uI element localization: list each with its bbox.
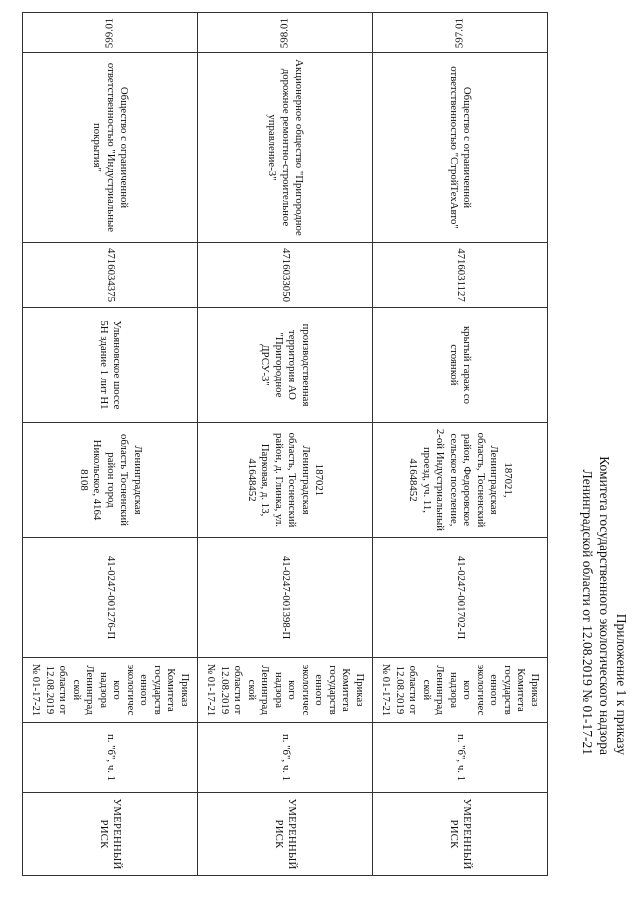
row-number-cell (198, 13, 373, 53)
object-code-cell: 41-0247-001702-П (373, 538, 548, 658)
clause-cell: п. "б", ч. 1 (373, 723, 548, 793)
object-cell: производственная территория АО "Пригородное ДРСУ-3" (198, 308, 373, 423)
address-cell: 187021 Ленинградская область, Тосненский район, д. Глинка, ул. Парковая, д. 13, 41648452 (198, 423, 373, 538)
risk-cell: УМЕРЕННЫЙ РИСК (373, 793, 548, 876)
object-cell: крытый гараж со стоянкой (373, 308, 548, 423)
risk-cell: УМЕРЕННЫЙ РИСК (23, 793, 198, 876)
inn-cell: 4716034375 (23, 243, 198, 308)
clause-cell: п. "б", ч. 1 (23, 723, 198, 793)
table-row (373, 13, 548, 876)
object-cell: Ульяновское шоссе 5Н здание 1 лит Н1 (23, 308, 198, 423)
clause-cell: п. "б", ч. 1 (198, 723, 373, 793)
order-cell: Приказ Комитета государств енного экологичес кого надзора Ленинград ской области от 12.08.2019 № 01-17-21 (23, 658, 198, 723)
order-cell: Приказ Комитета государств енного экологичес кого надзора Ленинград ской области от 12.08.2019 № 01-17-21 (373, 658, 548, 723)
organization-cell: Общество с ограниченной ответственностью "СтройТехАвто" (373, 53, 548, 243)
header-line-1: Приложение 1 к приказу (614, 613, 629, 755)
organization-cell: Акционерное общество "Пригородное дорожное ремонтно-строительное управление-3" (198, 53, 373, 243)
header-line-3: Ленинградской области от 12.08.2019 № 01-17-21 (580, 469, 595, 755)
inn-cell: 4716031127 (373, 243, 548, 308)
address-cell: 187021, Ленинградская область, Тосненский район, Федоровское сельское поселение, 2-ой Индустриальный проезд, уч. 11, 41648452 (373, 423, 548, 538)
inn-cell: 4716033050 (198, 243, 373, 308)
object-code-cell: 41-0247-001276-П (23, 538, 198, 658)
address-cell: Ленинградская область Тосненский район город Никольское, 4164 8108 (23, 423, 198, 538)
document-header (579, 195, 630, 755)
row-number-cell (23, 13, 198, 53)
row-number: 597.01 (453, 18, 466, 49)
row-number: 599.01 (103, 18, 116, 49)
table-row (198, 13, 373, 876)
organization-cell: Общество с ограниченной ответственностью "Индустриальные покрытия" (23, 53, 198, 243)
object-code-cell: 41-0247-001398-П (198, 538, 373, 658)
row-number-cell (373, 13, 548, 53)
registry-table (22, 12, 548, 876)
row-number: 598.01 (278, 18, 291, 49)
header-line-2: Комитета государственного экологического надзора (597, 456, 612, 755)
risk-cell: УМЕРЕННЫЙ РИСК (198, 793, 373, 876)
table-row (23, 13, 198, 876)
order-cell: Приказ Комитета государств енного экологичес кого надзора Ленинград ской области от 12.08.2019 № 01-17-21 (198, 658, 373, 723)
